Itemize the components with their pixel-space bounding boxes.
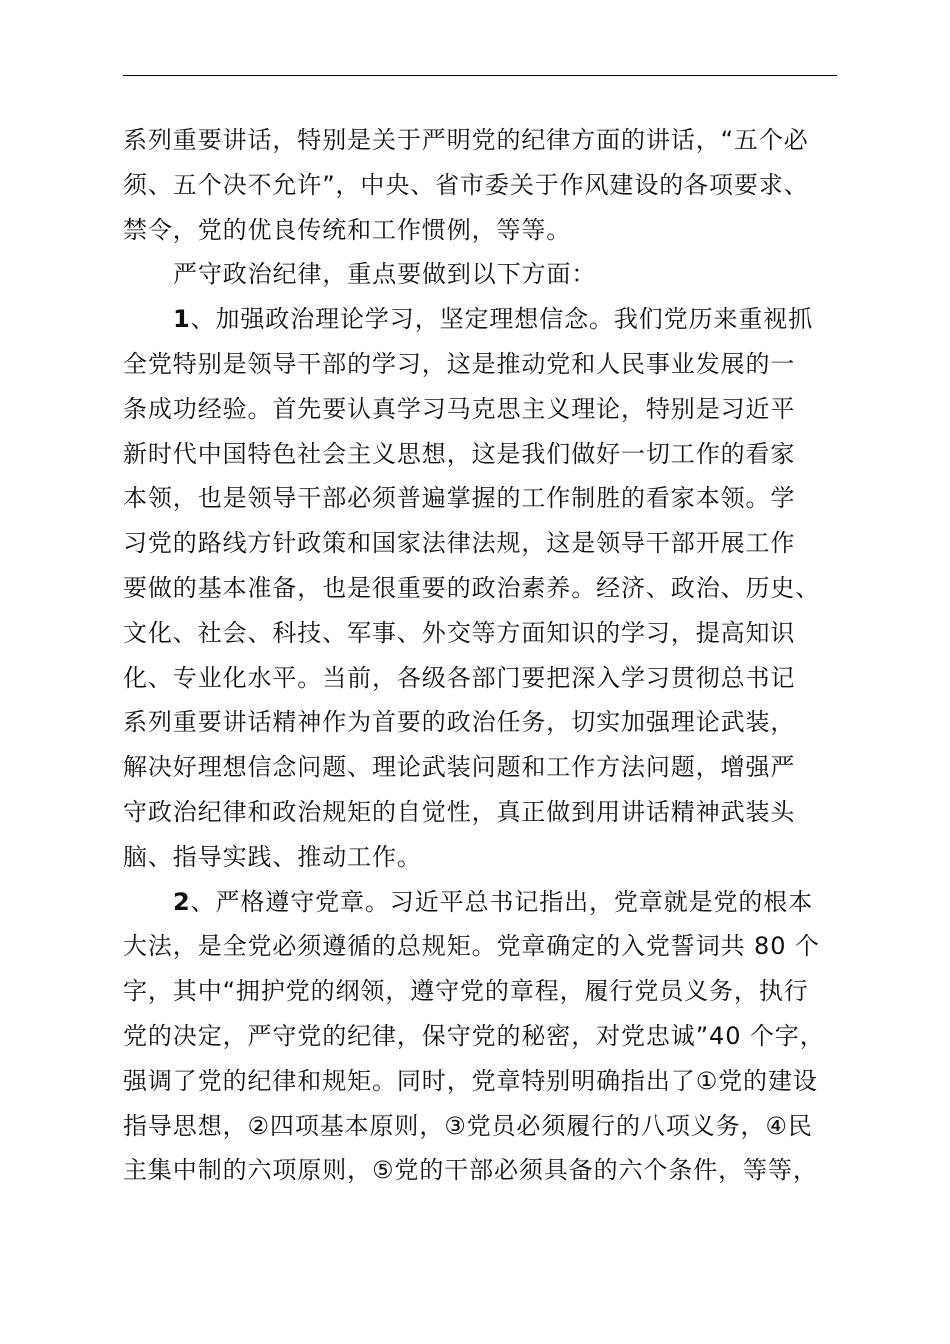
text-line: 党的决定，严守党的纪律，保守党的秘密，对党忠诚”40 个字， — [123, 1021, 825, 1050]
text-line: 化、专业化水平。当前，各级各部门要把深入学习贯彻总书记 — [123, 663, 796, 692]
item-number: 2 — [173, 887, 191, 916]
text-line: 系列重要讲话，特别是关于严明党的纪律方面的讲话，“五个必 — [123, 126, 809, 154]
text-line: 本领，也是领导干部必须普遍掌握的工作制胜的看家本领。学 — [123, 484, 796, 513]
text-line: 指导思想，②四项基本原则，③党员必须履行的八项义务，④民 — [123, 1111, 813, 1140]
item-number: 1 — [173, 305, 191, 334]
text-line: 系列重要讲话精神作为首要的政治任务，切实加强理论武装， — [123, 708, 796, 737]
item-1-heading-line — [123, 297, 839, 342]
header-rule — [123, 75, 837, 76]
text-line: 字，其中“拥护党的纲领，遵守党的章程，履行党员义务，执行 — [123, 977, 809, 1006]
document-body — [123, 118, 839, 1193]
text-line: 全党特别是领导干部的学习，这是推动党和人民事业发展的一 — [123, 349, 796, 378]
item-2-heading-line — [123, 880, 839, 925]
item-text: 、加强政治理论学习，坚定理想信念。我们党历来重视抓 — [190, 305, 814, 334]
text-line: 主集中制的六项原则，⑤党的干部必须具备的六个条件，等等， — [123, 1156, 818, 1185]
text-line: 禁令，党的优良传统和工作惯例，等等。 — [123, 215, 572, 244]
paragraph-intro-line: 严守政治纪律，重点要做到以下方面： — [173, 260, 597, 289]
text-line: 须、五个决不允许”，中央、省市委关于作风建设的各项要求、 — [123, 170, 809, 199]
text-line: 习党的路线方针政策和国家法律法规，这是领导干部开展工作 — [123, 529, 796, 558]
text-line: 解决好理想信念问题、理论武装问题和工作方法问题，增强严 — [123, 753, 796, 782]
item-text: 、严格遵守党章。习近平总书记指出，党章就是党的根本 — [190, 887, 814, 916]
text-line: 条成功经验。首先要认真学习马克思主义理论，特别是习近平 — [123, 394, 796, 423]
text-line: 文化、社会、科技、军事、外交等方面知识的学习，提高知识 — [123, 618, 796, 647]
text-line: 强调了党的纪律和规矩。同时，党章特别明确指出了①党的建设 — [123, 1066, 818, 1095]
text-line: 要做的基本准备，也是很重要的政治素养。经济、政治、历史、 — [123, 573, 821, 602]
text-line: 大法，是全党必须遵循的总规矩。党章确定的入党誓词共 80 个 — [123, 932, 820, 961]
text-line: 新时代中国特色社会主义思想，这是我们做好一切工作的看家 — [123, 439, 796, 468]
text-line: 守政治纪律和政治规矩的自觉性，真正做到用讲话精神武装头 — [123, 797, 796, 826]
text-line: 脑、指导实践、推动工作。 — [123, 842, 422, 871]
